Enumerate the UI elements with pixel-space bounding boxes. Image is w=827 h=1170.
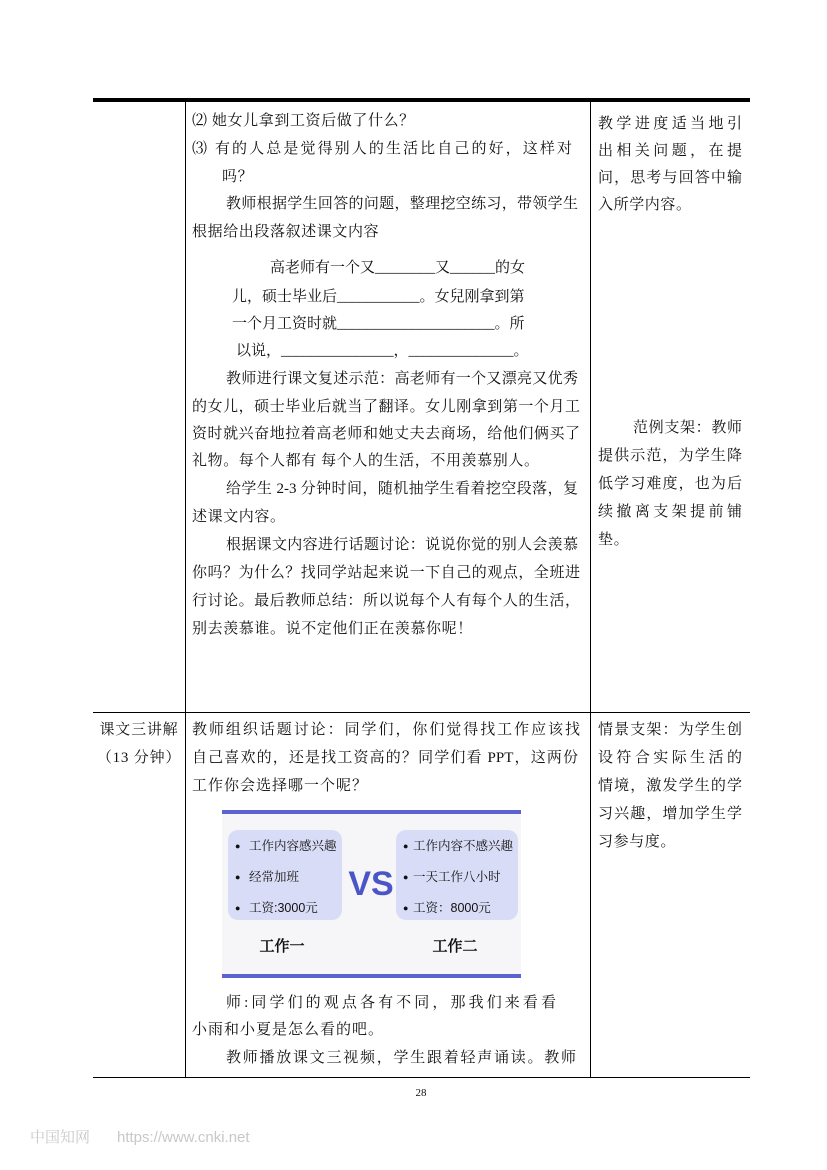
discussion-line: 根据课文内容进行话题讨论：说说你觉的别人会羡慕 <box>226 537 578 553</box>
note-context-line: 习兴趣，增加学生学 <box>598 806 742 822</box>
job-one-item <box>228 900 342 916</box>
fill-blank-line: 高老师有一个又________又______的女 <box>270 260 526 276</box>
demo-line: 教师进行课文复述示范：高老师有一个又漂亮又优秀 <box>226 371 578 387</box>
note-context-line: 情景支架：为学生创 <box>598 722 742 738</box>
job-one-item <box>228 838 342 854</box>
job-one-box <box>228 830 342 920</box>
video-instruction-line: 教师播放课文三视频，学生跟着轻声诵读。教师 <box>226 1050 576 1066</box>
note-progress-line: 问，思考与回答中输 <box>598 170 742 186</box>
demo-line: 的女儿，硕士毕业后就当了翻译。女儿刚拿到第一个月工 <box>192 399 580 415</box>
job-two-item <box>396 869 518 885</box>
note-scaffold-line: 范例支架：教师 <box>633 420 742 436</box>
versus-label: VS <box>348 865 394 903</box>
teacher-remark-line: 师:同学们的观点各有不同，那我们来看看 <box>226 995 556 1011</box>
fill-blank-line: 儿，硕士毕业后___________。女兒刚拿到第 <box>232 289 525 305</box>
fill-blank-line: 一个月工资时就_____________________。所 <box>232 316 525 332</box>
intro-line: 工作你会选择哪一个呢？ <box>192 778 369 794</box>
instruction-line: 根据给出段落叙述课文内容 <box>192 224 380 240</box>
slide-bottom-bar <box>222 974 521 978</box>
job-two-item <box>396 838 518 854</box>
note-scaffold-line: 提供示范，为学生降 <box>598 448 742 464</box>
watermark-brand: 中国知网 <box>30 1129 91 1146</box>
demo-line: 礼物。每个人都有 每个人的生活，不用羡慕别人。 <box>192 453 540 469</box>
bullet-icon: ● <box>403 841 409 851</box>
job-two-item <box>396 900 518 916</box>
bullet-icon: ● <box>235 841 241 851</box>
page-number: 28 <box>415 1087 427 1099</box>
table-top-rule <box>93 98 750 102</box>
demo-line: 资时就兴奋地拉着高老师和她丈夫去商场，给他们俩买了 <box>192 426 580 442</box>
fill-blank-line: 以说，_______________，______________。 <box>236 343 529 359</box>
job-two-item-text: 一天工作八小时 <box>413 870 501 884</box>
question-3-line: 吗？ <box>222 169 254 185</box>
note-progress-line: 教学进度适当地引 <box>598 116 742 132</box>
bullet-icon: ● <box>403 903 409 913</box>
watermark-url: https://www.cnki.net <box>117 1129 250 1146</box>
intro-line: 自己喜欢的，还是找工资高的？同学们看 PPT，这两份 <box>192 750 578 766</box>
job-one-label: 工作一 <box>259 938 305 955</box>
question-3-line: ⑶ 有的人总是觉得别人的生活比自己的好，这样对 <box>192 141 572 157</box>
row-divider <box>93 712 750 713</box>
note-context-line: 设符合实际生活的 <box>598 750 742 766</box>
discussion-line: 行讨论。最后教师总结：所以说每个人有每个人的生活， <box>192 593 580 609</box>
bullet-icon: ● <box>235 903 241 913</box>
bullet-icon: ● <box>403 872 409 882</box>
note-context-line: 习参与度。 <box>598 834 677 850</box>
bullet-icon: ● <box>235 872 241 882</box>
job-two-item-text: 工资：8000元 <box>413 901 491 915</box>
job-comparison-slide <box>222 810 521 978</box>
stage-duration: （13 分钟） <box>96 750 182 766</box>
discussion-line: 你吗？为什么？找同学站起来说一下自己的观点，全班进 <box>192 565 580 581</box>
note-progress-line: 出相关问题，在提 <box>598 143 742 159</box>
note-scaffold-line: 续撤离支架提前铺 <box>598 504 742 520</box>
job-two-item-text: 工作内容不感兴趣 <box>413 839 514 853</box>
intro-line: 教师组织话题讨论：同学们，你们觉得找工作应该找 <box>192 722 580 738</box>
note-progress-line: 入所学内容。 <box>598 197 692 213</box>
teacher-remark-line: 小雨和小夏是怎么看的吧。 <box>192 1022 385 1038</box>
retell-line: 给学生 2-3 分钟时间，随机抽学生看着挖空段落，复 <box>226 481 578 497</box>
job-one-item-text: 经常加班 <box>249 870 300 884</box>
column-divider-left <box>185 102 186 1077</box>
retell-line: 述课文内容。 <box>192 509 286 525</box>
job-two-label: 工作二 <box>432 938 478 955</box>
slide-top-bar <box>222 810 521 814</box>
table-bottom-rule <box>93 1077 750 1078</box>
job-two-box <box>396 830 518 920</box>
job-one-item-text: 工作内容感兴趣 <box>249 839 337 853</box>
discussion-line: 别去羡慕谁。说不定他们正在羡慕你呢！ <box>192 621 473 637</box>
stage-title: 课文三讲解 <box>99 722 179 738</box>
note-scaffold-line: 垫。 <box>598 532 630 548</box>
instruction-line: 教师根据学生回答的问题，整理挖空练习，带领学生 <box>226 196 578 212</box>
note-context-line: 情境，激发学生的学 <box>598 778 742 794</box>
job-one-item-text: 工资:3000元 <box>249 901 318 915</box>
note-scaffold-line: 低学习难度，也为后 <box>598 476 742 492</box>
column-divider-right <box>590 102 591 1077</box>
job-one-item <box>228 869 342 885</box>
question-2: ⑵ 她女儿拿到工资后做了什么？ <box>192 113 415 129</box>
